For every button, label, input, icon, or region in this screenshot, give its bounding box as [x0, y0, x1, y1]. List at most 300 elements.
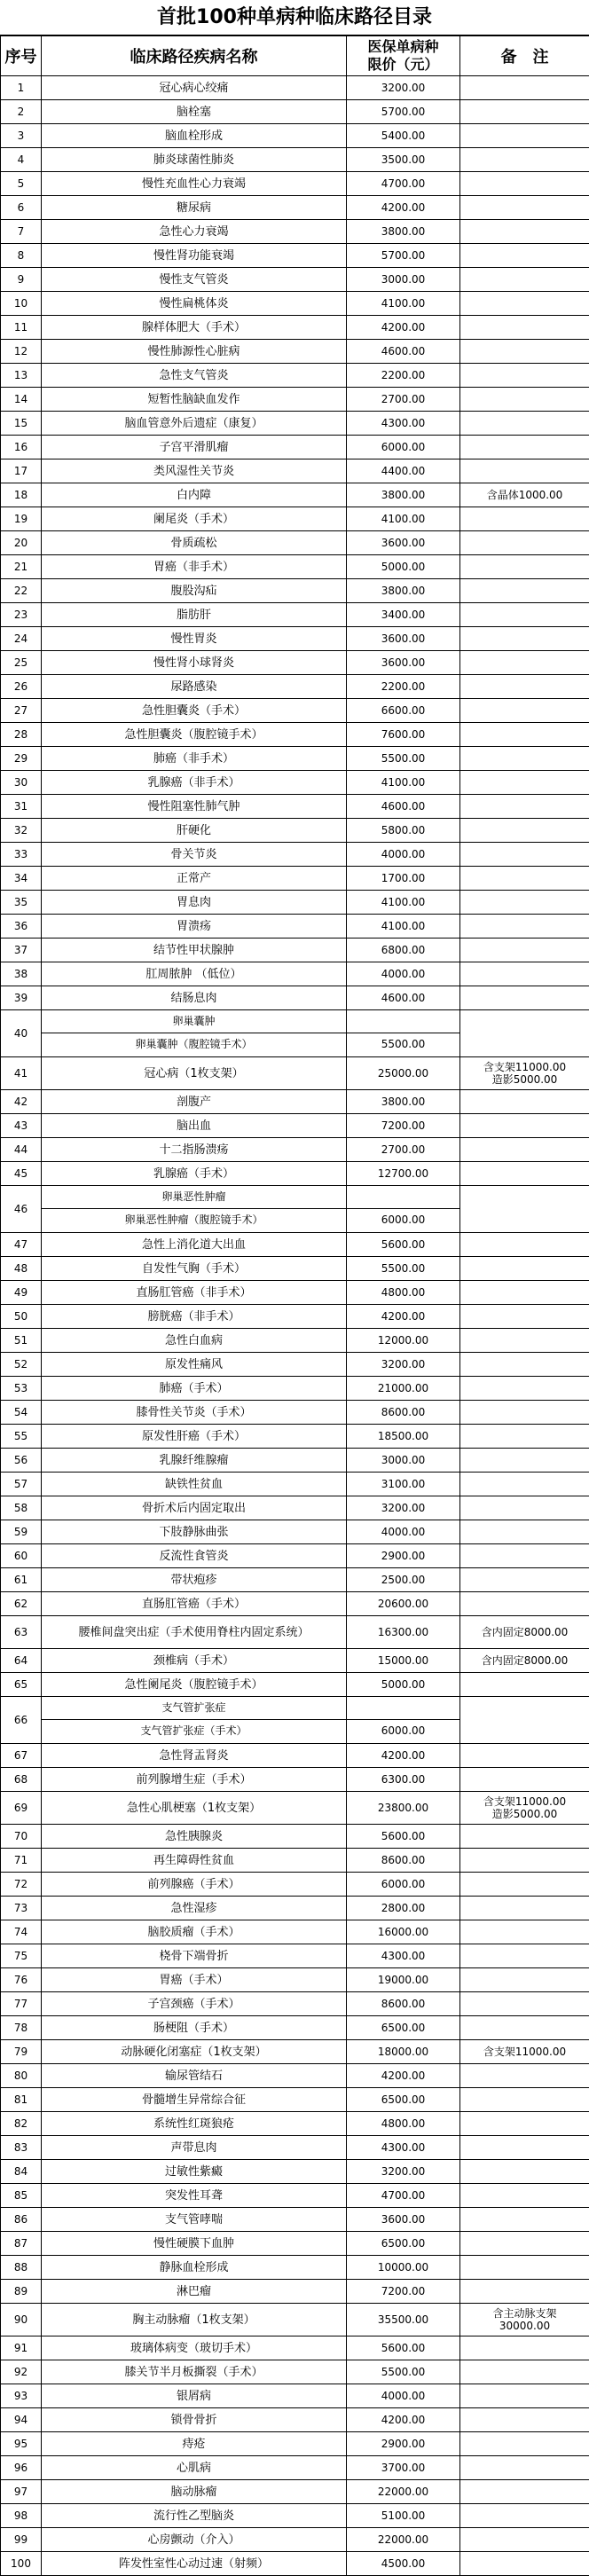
table-row — [1, 1162, 589, 1186]
row-name: 胸主动脉瘤（1枚支架） — [42, 2304, 347, 2336]
table-row — [1, 1825, 589, 1849]
row-note — [460, 364, 589, 388]
row-seq: 25 — [1, 651, 42, 675]
row-name-line: 卵巢囊肿 — [42, 1010, 346, 1033]
row-price: 4600.00 — [347, 986, 460, 1010]
table-row — [1, 603, 589, 627]
row-name: 乳腺癌（非手术） — [42, 771, 347, 795]
row-note — [460, 1114, 589, 1138]
row-note — [460, 939, 589, 962]
row-price: 16300.00 — [347, 1616, 460, 1649]
row-seq: 100 — [1, 2552, 42, 2576]
table-row — [1, 2280, 589, 2304]
row-seq: 38 — [1, 962, 42, 986]
row-price: 3000.00 — [347, 268, 460, 292]
row-note — [460, 316, 589, 340]
row-name: 突发性耳聋 — [42, 2184, 347, 2208]
row-note — [460, 723, 589, 747]
row-note — [460, 1792, 589, 1825]
row-price: 4400.00 — [347, 459, 460, 483]
header-price-line2: 限价（元） — [347, 56, 459, 74]
row-name: 膀胱癌（非手术） — [42, 1305, 347, 1329]
row-seq: 17 — [1, 459, 42, 483]
row-price: 4100.00 — [347, 507, 460, 531]
row-price: 3800.00 — [347, 220, 460, 244]
row-note — [460, 1473, 589, 1496]
row-note — [460, 1616, 589, 1649]
row-name: 骨髓增生异常综合征 — [42, 2088, 347, 2112]
table-row — [1, 1449, 589, 1473]
row-price-line: 5500.00 — [347, 1033, 459, 1056]
row-note — [460, 867, 589, 891]
row-name: 原发性痛风 — [42, 1353, 347, 1377]
row-note — [460, 1353, 589, 1377]
row-name: 膝骨性关节炎（手术） — [42, 1401, 347, 1425]
row-seq: 51 — [1, 1329, 42, 1353]
row-seq: 58 — [1, 1496, 42, 1520]
table-row — [1, 1649, 589, 1673]
row-price: 1700.00 — [347, 867, 460, 891]
table-row — [1, 795, 589, 819]
table-row — [1, 651, 589, 675]
row-name: 慢性硬膜下血肿 — [42, 2232, 347, 2256]
row-seq: 59 — [1, 1520, 42, 1544]
row-name: 慢性支气管炎 — [42, 268, 347, 292]
row-note — [460, 1425, 589, 1449]
table-row — [1, 2256, 589, 2280]
table-row — [1, 2088, 589, 2112]
row-seq: 88 — [1, 2256, 42, 2280]
row-price: 4100.00 — [347, 891, 460, 915]
row-name: 自发性气胸（手术） — [42, 1257, 347, 1281]
table-row — [1, 1401, 589, 1425]
row-note — [460, 220, 589, 244]
row-price: 3600.00 — [347, 651, 460, 675]
row-seq: 83 — [1, 2136, 42, 2160]
table-row — [1, 1305, 589, 1329]
table-row — [1, 891, 589, 915]
table-row — [1, 867, 589, 891]
row-price: 3100.00 — [347, 1473, 460, 1496]
row-name: 慢性肾功能衰竭 — [42, 244, 347, 268]
row-seq: 99 — [1, 2528, 42, 2552]
row-note — [460, 340, 589, 364]
row-price: 5700.00 — [347, 100, 460, 124]
row-seq: 21 — [1, 555, 42, 579]
table-row — [1, 196, 589, 220]
row-price: 4000.00 — [347, 2384, 460, 2408]
row-seq: 48 — [1, 1257, 42, 1281]
row-price: 5600.00 — [347, 1233, 460, 1257]
row-seq: 61 — [1, 1568, 42, 1592]
table-row — [1, 843, 589, 867]
row-price: 3600.00 — [347, 531, 460, 555]
row-note — [460, 2384, 589, 2408]
row-name — [42, 1186, 347, 1233]
row-name: 再生障碍性贫血 — [42, 1849, 347, 1873]
row-seq: 87 — [1, 2232, 42, 2256]
row-seq: 8 — [1, 244, 42, 268]
row-name: 膝关节半月板撕裂（手术） — [42, 2360, 347, 2384]
header-seq: 序号 — [1, 36, 42, 76]
table-row — [1, 1992, 589, 2016]
page-title: 首批100种单病种临床路径目录 — [0, 0, 589, 35]
table-row — [1, 412, 589, 436]
row-seq: 79 — [1, 2040, 42, 2064]
row-name: 急性胰腺炎 — [42, 1825, 347, 1849]
row-note — [460, 1305, 589, 1329]
row-seq: 55 — [1, 1425, 42, 1449]
row-note — [460, 1768, 589, 1792]
row-seq: 12 — [1, 340, 42, 364]
header-price-line1: 医保单病种 — [347, 38, 459, 56]
row-seq: 76 — [1, 1968, 42, 1992]
row-price: 5700.00 — [347, 244, 460, 268]
row-name — [42, 1697, 347, 1744]
table-row — [1, 1920, 589, 1944]
row-name: 阵发性室性心动过速（射频） — [42, 2552, 347, 2576]
row-price: 4200.00 — [347, 2408, 460, 2432]
row-note — [460, 2304, 589, 2336]
row-note — [460, 1897, 589, 1920]
row-seq: 39 — [1, 986, 42, 1010]
row-price: 22000.00 — [347, 2480, 460, 2504]
table-row — [1, 148, 589, 172]
row-name: 腹股沟疝 — [42, 579, 347, 603]
table-row — [1, 1744, 589, 1768]
row-name: 玻璃体病变（玻切手术） — [42, 2336, 347, 2360]
row-name: 脑栓塞 — [42, 100, 347, 124]
row-name: 胃溃疡 — [42, 915, 347, 939]
row-seq: 45 — [1, 1162, 42, 1186]
row-name: 短暂性脑缺血发作 — [42, 388, 347, 412]
row-note — [460, 1873, 589, 1897]
row-note — [460, 2552, 589, 2576]
row-price: 4300.00 — [347, 1944, 460, 1968]
row-name: 剖腹产 — [42, 1090, 347, 1114]
row-note — [460, 412, 589, 436]
table-row — [1, 172, 589, 196]
row-name: 急性心力衰竭 — [42, 220, 347, 244]
row-note — [460, 1649, 589, 1673]
row-name: 急性白血病 — [42, 1329, 347, 1353]
row-seq: 4 — [1, 148, 42, 172]
table-row — [1, 2552, 589, 2576]
table-row — [1, 1186, 589, 1233]
row-price: 2700.00 — [347, 1138, 460, 1162]
row-name: 静脉血栓形成 — [42, 2256, 347, 2280]
row-name: 急性肾盂肾炎 — [42, 1744, 347, 1768]
row-price — [347, 1186, 460, 1233]
table-row — [1, 771, 589, 795]
row-note — [460, 76, 589, 100]
row-seq: 72 — [1, 1873, 42, 1897]
row-seq: 44 — [1, 1138, 42, 1162]
row-note — [460, 244, 589, 268]
row-price: 4200.00 — [347, 2064, 460, 2088]
row-seq: 1 — [1, 76, 42, 100]
row-name: 桡骨下端骨折 — [42, 1944, 347, 1968]
row-price: 5600.00 — [347, 1825, 460, 1849]
row-name: 类风湿性关节炎 — [42, 459, 347, 483]
row-name: 输尿管结石 — [42, 2064, 347, 2088]
table-row — [1, 220, 589, 244]
row-name: 腰椎间盘突出症（手术使用脊柱内固定系统） — [42, 1616, 347, 1649]
table-row — [1, 723, 589, 747]
row-note-line: 含支架11000.00 — [460, 1061, 589, 1073]
row-price: 16000.00 — [347, 1920, 460, 1944]
row-seq: 65 — [1, 1673, 42, 1697]
row-price: 4000.00 — [347, 843, 460, 867]
row-name: 急性阑尾炎（腹腔镜手术） — [42, 1673, 347, 1697]
row-price: 5400.00 — [347, 124, 460, 148]
row-name: 肺癌（非手术） — [42, 747, 347, 771]
row-seq: 75 — [1, 1944, 42, 1968]
row-price: 12700.00 — [347, 1162, 460, 1186]
row-seq: 85 — [1, 2184, 42, 2208]
row-seq: 35 — [1, 891, 42, 915]
table-row — [1, 2408, 589, 2432]
table-row — [1, 1473, 589, 1496]
row-price: 3800.00 — [347, 579, 460, 603]
row-seq: 10 — [1, 292, 42, 316]
table-row — [1, 627, 589, 651]
table-row — [1, 2112, 589, 2136]
table-row — [1, 1496, 589, 1520]
row-note-line: 含支架11000.00 — [460, 2046, 589, 2058]
row-note — [460, 1186, 589, 1233]
row-name: 脂肪肝 — [42, 603, 347, 627]
row-price: 22000.00 — [347, 2528, 460, 2552]
header-note: 备 注 — [460, 36, 589, 76]
row-note-line: 含内固定8000.00 — [460, 1654, 589, 1667]
row-seq: 40 — [1, 1010, 42, 1057]
table-row — [1, 1010, 589, 1057]
row-note — [460, 2136, 589, 2160]
row-price: 19000.00 — [347, 1968, 460, 1992]
row-price: 2900.00 — [347, 1544, 460, 1568]
table-row — [1, 2184, 589, 2208]
table-row — [1, 1353, 589, 1377]
row-note-line: 含主动脉支架 — [460, 2307, 589, 2320]
row-price — [347, 1010, 460, 1057]
row-seq: 47 — [1, 1233, 42, 1257]
row-price: 2900.00 — [347, 2432, 460, 2456]
row-note — [460, 1496, 589, 1520]
row-price: 3600.00 — [347, 2208, 460, 2232]
table-row — [1, 1592, 589, 1616]
row-seq: 71 — [1, 1849, 42, 1873]
row-price: 4000.00 — [347, 962, 460, 986]
row-name: 锁骨骨折 — [42, 2408, 347, 2432]
table-row — [1, 1057, 589, 1090]
row-price: 8600.00 — [347, 1849, 460, 1873]
row-name: 结节性甲状腺肿 — [42, 939, 347, 962]
row-note — [460, 268, 589, 292]
row-seq: 64 — [1, 1649, 42, 1673]
row-name: 乳腺纤维腺瘤 — [42, 1449, 347, 1473]
row-name: 冠心病（1枚支架） — [42, 1057, 347, 1090]
row-note — [460, 1257, 589, 1281]
table-row — [1, 2432, 589, 2456]
table-row — [1, 1873, 589, 1897]
table-row — [1, 555, 589, 579]
row-price: 2500.00 — [347, 1568, 460, 1592]
header-price — [347, 36, 460, 76]
row-price: 4100.00 — [347, 292, 460, 316]
row-name: 胃息肉 — [42, 891, 347, 915]
row-seq: 53 — [1, 1377, 42, 1401]
table-row — [1, 2336, 589, 2360]
row-name: 直肠肛管癌（手术） — [42, 1592, 347, 1616]
table-row — [1, 483, 589, 507]
table-row — [1, 1697, 589, 1744]
row-price: 4600.00 — [347, 340, 460, 364]
row-note — [460, 2360, 589, 2384]
row-note — [460, 1568, 589, 1592]
row-seq: 16 — [1, 436, 42, 459]
table-row — [1, 579, 589, 603]
table-header-row — [1, 36, 589, 76]
table-row — [1, 459, 589, 483]
row-note — [460, 388, 589, 412]
row-name: 急性心肌梗塞（1枚支架） — [42, 1792, 347, 1825]
row-price: 3200.00 — [347, 1353, 460, 1377]
row-note — [460, 2408, 589, 2432]
row-note — [460, 1449, 589, 1473]
row-note — [460, 2232, 589, 2256]
row-price: 3200.00 — [347, 2160, 460, 2184]
row-note — [460, 2336, 589, 2360]
row-note — [460, 2528, 589, 2552]
row-price: 3200.00 — [347, 76, 460, 100]
row-note — [460, 292, 589, 316]
table-row — [1, 1616, 589, 1649]
row-price: 3800.00 — [347, 483, 460, 507]
row-price: 5800.00 — [347, 819, 460, 843]
row-seq: 34 — [1, 867, 42, 891]
row-name: 慢性胃炎 — [42, 627, 347, 651]
row-price: 25000.00 — [347, 1057, 460, 1090]
row-name-line: 支气管扩张症 — [42, 1697, 346, 1719]
row-name: 慢性肺源性心脏病 — [42, 340, 347, 364]
row-price: 4200.00 — [347, 1305, 460, 1329]
row-seq: 97 — [1, 2480, 42, 2504]
row-name: 阑尾炎（手术） — [42, 507, 347, 531]
table-row — [1, 1425, 589, 1449]
row-seq: 43 — [1, 1114, 42, 1138]
row-price: 4500.00 — [347, 2552, 460, 2576]
row-name: 急性湿疹 — [42, 1897, 347, 1920]
row-name: 脑血管意外后遗症（康复） — [42, 412, 347, 436]
table-row — [1, 292, 589, 316]
table-row — [1, 1768, 589, 1792]
row-seq: 52 — [1, 1353, 42, 1377]
row-note — [460, 891, 589, 915]
row-price: 5500.00 — [347, 747, 460, 771]
row-seq: 77 — [1, 1992, 42, 2016]
row-price: 10000.00 — [347, 2256, 460, 2280]
row-price: 7200.00 — [347, 1114, 460, 1138]
row-seq: 22 — [1, 579, 42, 603]
table-row — [1, 507, 589, 531]
row-seq: 11 — [1, 316, 42, 340]
row-price: 4200.00 — [347, 196, 460, 220]
row-seq: 82 — [1, 2112, 42, 2136]
row-name: 胃癌（非手术） — [42, 555, 347, 579]
row-price: 5500.00 — [347, 1257, 460, 1281]
row-seq: 2 — [1, 100, 42, 124]
row-price: 6000.00 — [347, 436, 460, 459]
row-seq: 27 — [1, 699, 42, 723]
row-name: 白内障 — [42, 483, 347, 507]
row-seq: 6 — [1, 196, 42, 220]
row-seq: 90 — [1, 2304, 42, 2336]
table-row — [1, 1792, 589, 1825]
row-seq: 56 — [1, 1449, 42, 1473]
row-seq: 95 — [1, 2432, 42, 2456]
row-note — [460, 2208, 589, 2232]
row-seq: 60 — [1, 1544, 42, 1568]
row-seq: 3 — [1, 124, 42, 148]
row-price: 7600.00 — [347, 723, 460, 747]
row-name: 子宫颈癌（手术） — [42, 1992, 347, 2016]
row-seq: 84 — [1, 2160, 42, 2184]
table-row — [1, 1520, 589, 1544]
row-seq: 92 — [1, 2360, 42, 2384]
row-price: 4600.00 — [347, 795, 460, 819]
row-note — [460, 555, 589, 579]
row-name: 流行性乙型脑炎 — [42, 2504, 347, 2528]
row-note — [460, 915, 589, 939]
row-price: 4700.00 — [347, 2184, 460, 2208]
row-seq: 32 — [1, 819, 42, 843]
row-seq: 80 — [1, 2064, 42, 2088]
table-row — [1, 1568, 589, 1592]
row-name: 结肠息肉 — [42, 986, 347, 1010]
row-note — [460, 986, 589, 1010]
row-price: 6800.00 — [347, 939, 460, 962]
row-name: 慢性充血性心力衰竭 — [42, 172, 347, 196]
table-row — [1, 316, 589, 340]
row-name: 急性胆囊炎（手术） — [42, 699, 347, 723]
table-row — [1, 2528, 589, 2552]
table-row — [1, 2016, 589, 2040]
row-seq: 78 — [1, 2016, 42, 2040]
row-note — [460, 483, 589, 507]
table-row — [1, 1329, 589, 1353]
table-row — [1, 531, 589, 555]
row-note — [460, 1329, 589, 1353]
row-name: 痔疮 — [42, 2432, 347, 2456]
row-note — [460, 2256, 589, 2280]
row-seq: 70 — [1, 1825, 42, 1849]
row-price: 6500.00 — [347, 2016, 460, 2040]
row-price: 2700.00 — [347, 388, 460, 412]
row-name: 动脉硬化闭塞症（1枚支架） — [42, 2040, 347, 2064]
row-note — [460, 100, 589, 124]
row-price: 4800.00 — [347, 1281, 460, 1305]
row-note — [460, 2088, 589, 2112]
table-row — [1, 1544, 589, 1568]
row-seq: 57 — [1, 1473, 42, 1496]
row-note — [460, 1377, 589, 1401]
row-price: 20600.00 — [347, 1592, 460, 1616]
row-seq: 94 — [1, 2408, 42, 2432]
table-row — [1, 939, 589, 962]
row-note — [460, 2456, 589, 2480]
table-row — [1, 2064, 589, 2088]
